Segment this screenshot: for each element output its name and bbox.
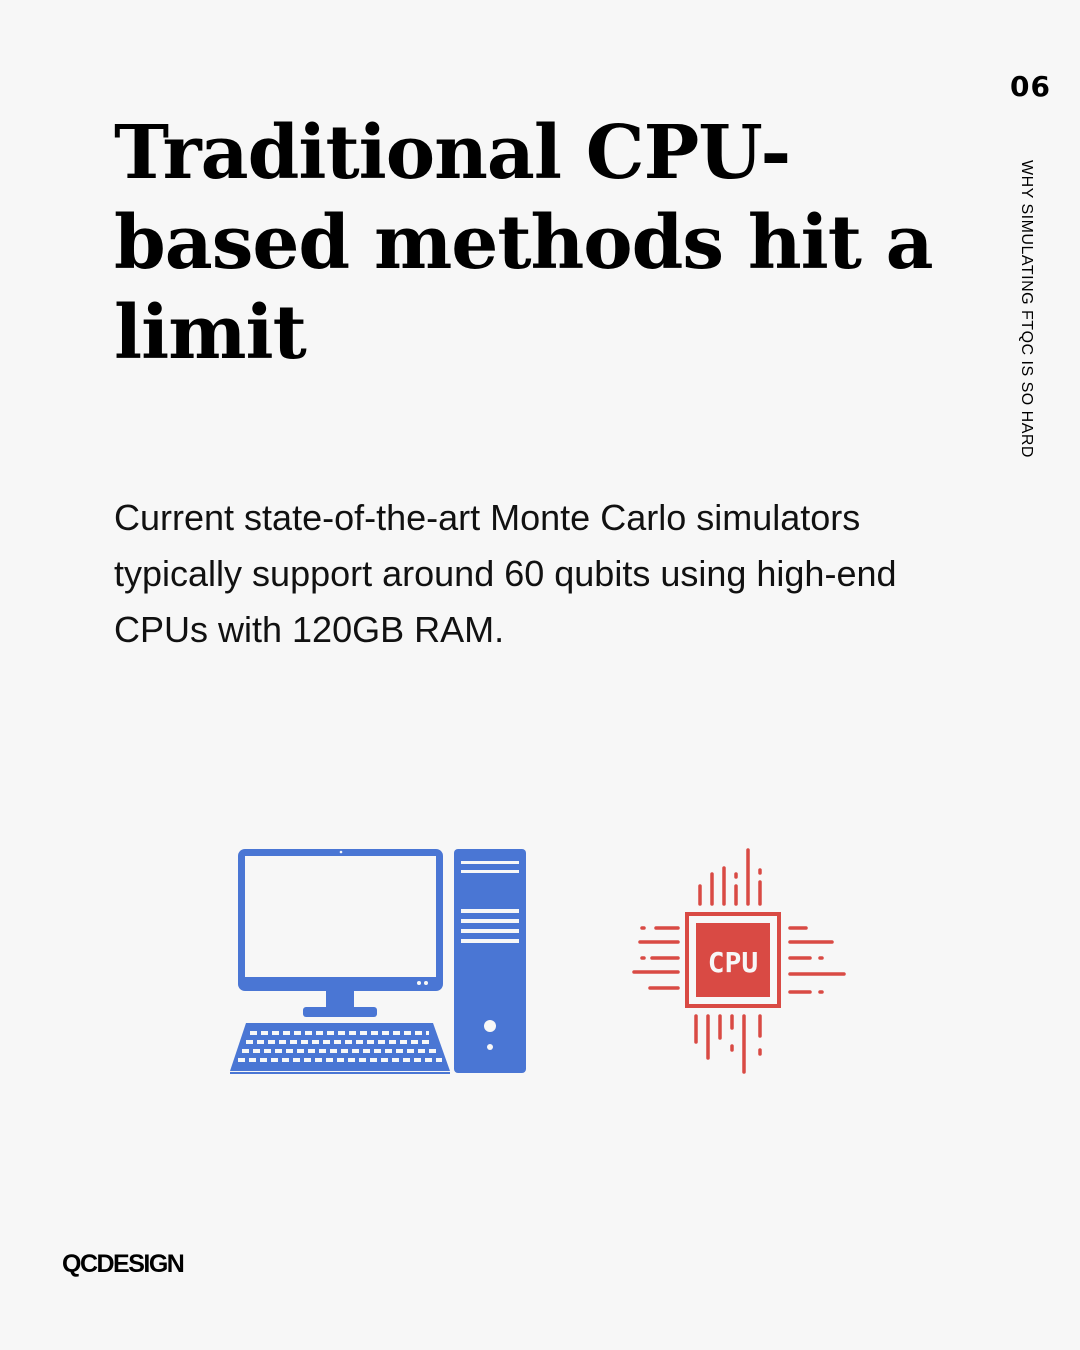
- brand-logo: QCDESIGN: [62, 1250, 184, 1278]
- page-number: 06: [1010, 70, 1051, 103]
- cpu-chip-icon: [620, 846, 850, 1078]
- side-section-label: WHY SIMULATING FTQC IS SO HARD: [1018, 160, 1035, 458]
- body-paragraph: Current state-of-the-art Monte Carlo simulators typically support around 60 qubits using high-end CPUs with 120GB RAM.: [114, 497, 897, 650]
- monitor-stand-neck: [326, 991, 354, 1009]
- cpu-chip-label: CPU: [707, 946, 759, 979]
- desktop-computer-icon: [228, 845, 530, 1077]
- keyboard-body: [230, 1023, 450, 1071]
- monitor-screen: [245, 856, 436, 977]
- monitor-stand-base: [303, 1007, 377, 1017]
- tower-power-button: [484, 1020, 496, 1032]
- keyboard-edge: [230, 1072, 450, 1074]
- tower-case: [454, 849, 526, 1073]
- page-title: Traditional CPU-based methods hit a limit: [114, 110, 933, 376]
